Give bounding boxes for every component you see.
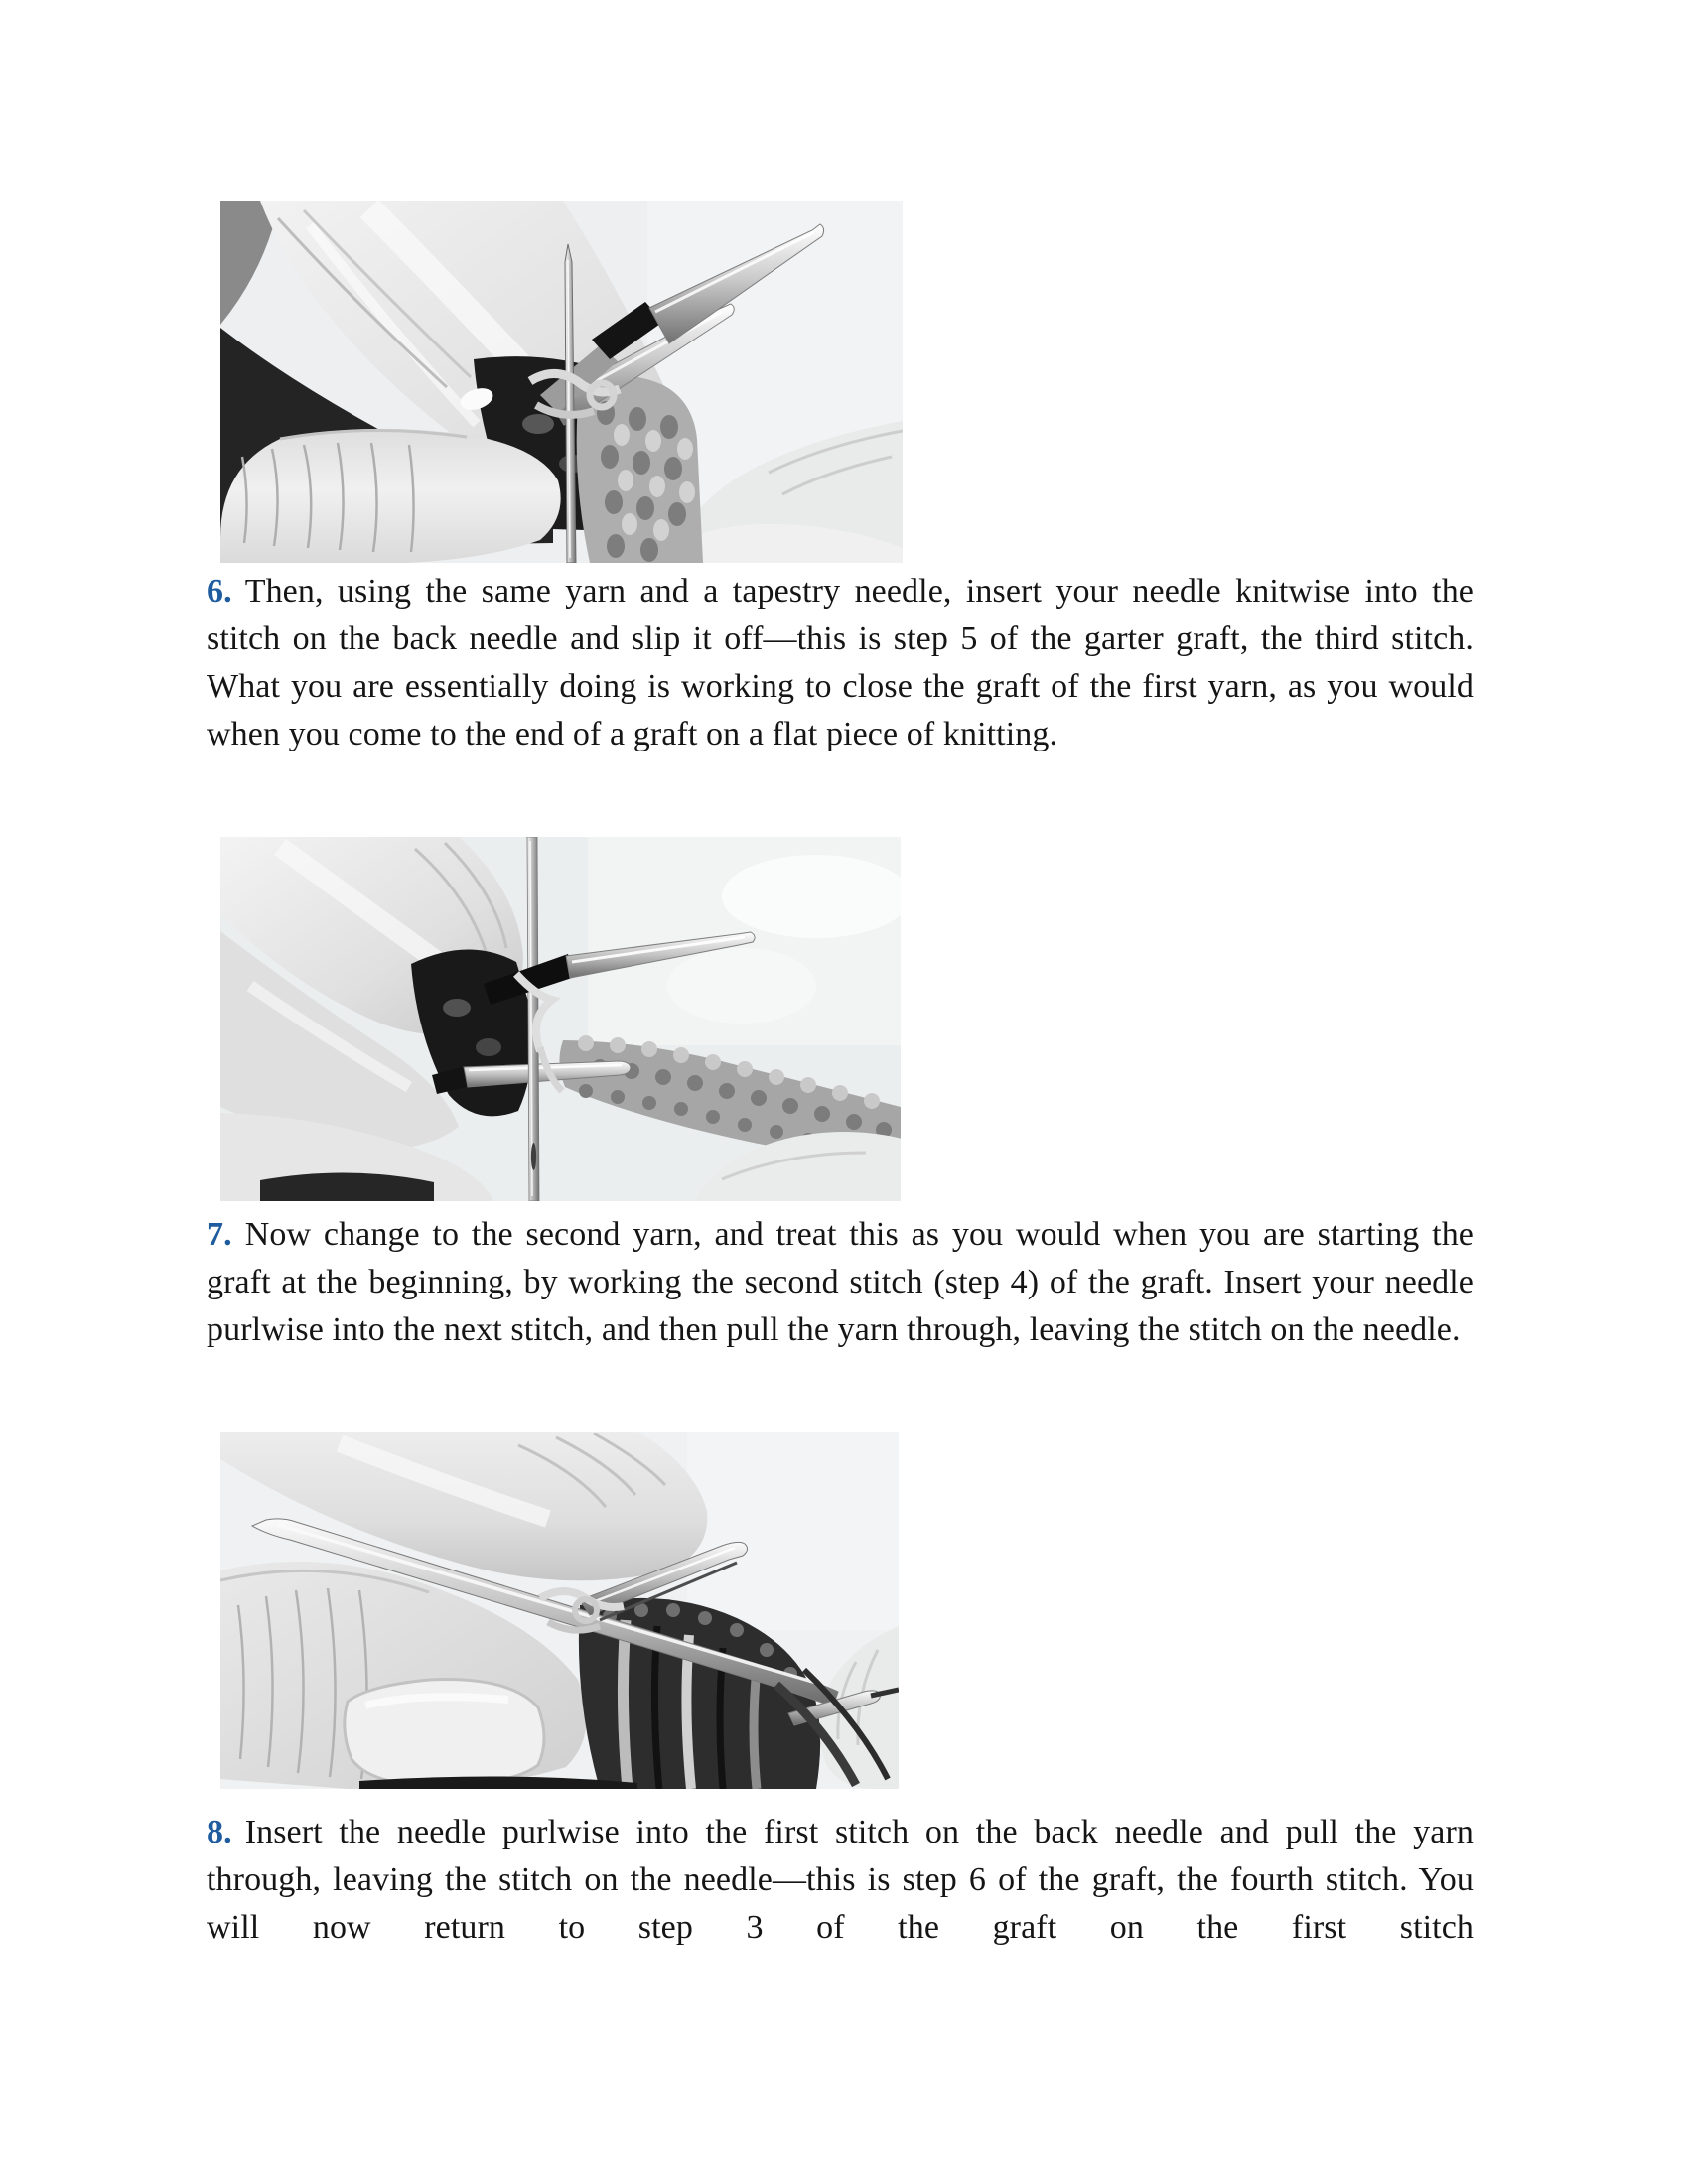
step-paragraph-7	[207, 1211, 1474, 1354]
knitting-photo-step-6	[220, 201, 903, 563]
knitting-photo-step-8-graphic	[220, 1432, 899, 1789]
knitting-photo-step-7	[220, 837, 901, 1201]
step-number-6: 6.	[207, 573, 232, 610]
step-number-8: 8.	[207, 1814, 232, 1850]
step-text-6: Then, using the same yarn and a tapestry needle, insert your needle knitwise into the stitch on the back needle and slip it off—this is step 5 of the garter graft, the third stitch. What you are essentially doing is working to close the graft of the first yarn, as you would when you come to the end of a graft on a flat piece of knitting.	[207, 573, 1474, 752]
knitting-photo-step-8	[220, 1432, 899, 1789]
step-number-7: 7.	[207, 1216, 232, 1253]
step-text-8: Insert the needle purlwise into the first stitch on the back needle and pull the yarn through, leaving the stitch on the needle—this is step 6 of the graft, the fourth stitch. You will now return to step 3 of the graft on the first stitch	[207, 1814, 1474, 1946]
step-text-7: Now change to the second yarn, and treat this as you would when you are starting the graft at the beginning, by working the second stitch (step 4) of the graft. Insert your needle purlwise into the next stitch, and then pull the yarn through, leaving the stitch on the needle.	[207, 1216, 1474, 1348]
step-paragraph-8	[207, 1809, 1474, 1952]
knitting-photo-step-7-graphic	[220, 837, 901, 1201]
step-paragraph-6	[207, 568, 1474, 758]
knitting-photo-step-6-graphic	[220, 201, 903, 563]
